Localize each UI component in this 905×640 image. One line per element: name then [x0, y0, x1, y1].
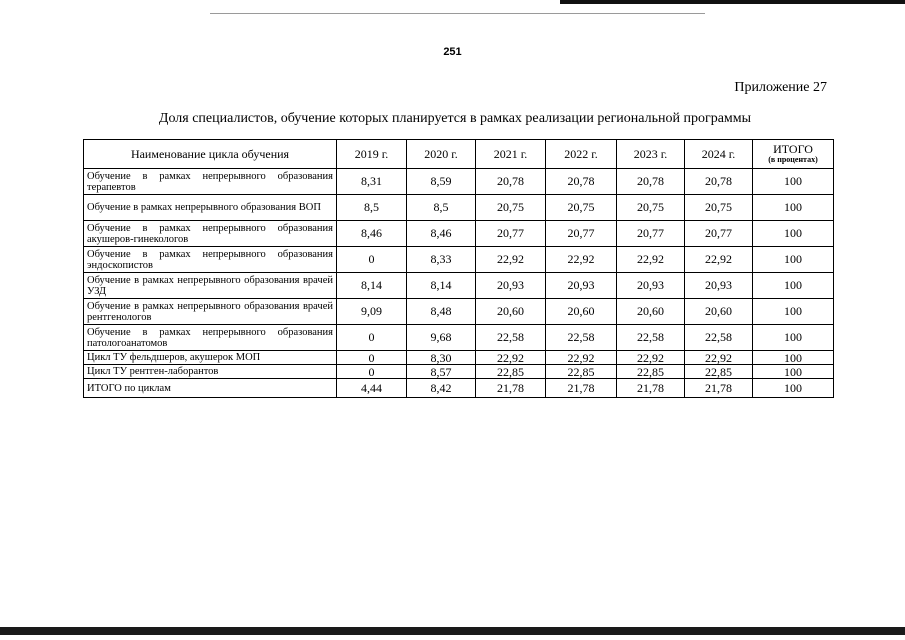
col-header-2024: 2024 г.	[685, 140, 753, 169]
value-cell: 8,14	[337, 273, 407, 299]
col-header-cycle-name: Наименование цикла обучения	[84, 140, 337, 169]
value-cell: 20,93	[685, 273, 753, 299]
cycle-name-cell: Обучение в рамках непрерывного образования терапевтов	[84, 169, 337, 195]
value-cell: 100	[753, 351, 834, 365]
value-cell: 20,78	[546, 169, 617, 195]
value-cell: 20,77	[546, 221, 617, 247]
value-cell: 22,58	[476, 325, 546, 351]
value-cell: 0	[337, 351, 407, 365]
value-cell: 22,92	[476, 351, 546, 365]
value-cell: 22,85	[546, 365, 617, 379]
value-cell: 8,14	[407, 273, 476, 299]
appendix-label: Приложение 27	[734, 80, 827, 95]
cycle-name-cell: Обучение в рамках непрерывного образования патологоанатомов	[84, 325, 337, 351]
value-cell: 100	[753, 195, 834, 221]
value-cell: 100	[753, 221, 834, 247]
document-title: Доля специалистов, обучение которых планируется в рамках реализации региональной программы	[158, 111, 752, 126]
value-cell: 9,68	[407, 325, 476, 351]
col-header-2020: 2020 г.	[407, 140, 476, 169]
value-cell: 21,78	[476, 379, 546, 398]
value-cell: 22,58	[546, 325, 617, 351]
col-header-2022: 2022 г.	[546, 140, 617, 169]
value-cell: 4,44	[337, 379, 407, 398]
value-cell: 21,78	[685, 379, 753, 398]
value-cell: 100	[753, 169, 834, 195]
value-cell: 20,93	[546, 273, 617, 299]
value-cell: 8,33	[407, 247, 476, 273]
value-cell: 8,42	[407, 379, 476, 398]
value-cell: 0	[337, 365, 407, 379]
cycle-name-cell: Цикл ТУ рентген-лаборантов	[84, 365, 337, 379]
table-body	[84, 169, 834, 398]
value-cell: 20,78	[685, 169, 753, 195]
page-number: 251	[443, 46, 462, 58]
col-header-2023: 2023 г.	[617, 140, 685, 169]
cycle-name-cell: Обучение в рамках непрерывного образования эндоскопистов	[84, 247, 337, 273]
value-cell: 100	[753, 325, 834, 351]
value-cell: 8,30	[407, 351, 476, 365]
value-cell: 20,78	[476, 169, 546, 195]
value-cell: 8,5	[337, 195, 407, 221]
value-cell: 20,75	[476, 195, 546, 221]
value-cell: 0	[337, 247, 407, 273]
value-cell: 22,58	[617, 325, 685, 351]
value-cell: 20,93	[617, 273, 685, 299]
value-cell: 20,75	[685, 195, 753, 221]
value-cell: 22,92	[617, 247, 685, 273]
col-header-total	[753, 140, 834, 169]
training-share-table	[83, 139, 834, 398]
value-cell: 20,77	[685, 221, 753, 247]
cycle-name-cell: Обучение в рамках непрерывного образования врачей УЗД	[84, 273, 337, 299]
table-row	[84, 195, 834, 221]
value-cell: 22,92	[476, 247, 546, 273]
bottom-scan-edge	[0, 627, 905, 635]
value-cell: 20,75	[546, 195, 617, 221]
value-cell: 22,58	[685, 325, 753, 351]
table-row	[84, 247, 834, 273]
cycle-name-cell: Обучение в рамках непрерывного образования акушеров-гинекологов	[84, 221, 337, 247]
value-cell: 9,09	[337, 299, 407, 325]
table-row	[84, 325, 834, 351]
cycle-name-cell: Обучение в рамках непрерывного образования ВОП	[84, 195, 337, 221]
value-cell: 20,60	[546, 299, 617, 325]
table-row	[84, 299, 834, 325]
value-cell: 22,92	[685, 247, 753, 273]
value-cell: 21,78	[546, 379, 617, 398]
value-cell: 8,48	[407, 299, 476, 325]
value-cell: 20,77	[476, 221, 546, 247]
col-header-2019: 2019 г.	[337, 140, 407, 169]
value-cell: 20,93	[476, 273, 546, 299]
table-row	[84, 379, 834, 398]
value-cell: 22,85	[476, 365, 546, 379]
value-cell: 8,59	[407, 169, 476, 195]
value-cell: 22,92	[546, 247, 617, 273]
value-cell: 100	[753, 299, 834, 325]
value-cell: 8,46	[407, 221, 476, 247]
table-row	[84, 365, 834, 379]
value-cell: 8,31	[337, 169, 407, 195]
table-header-row	[84, 140, 834, 169]
value-cell: 8,46	[337, 221, 407, 247]
value-cell: 22,85	[617, 365, 685, 379]
value-cell: 8,57	[407, 365, 476, 379]
value-cell: 100	[753, 247, 834, 273]
col-header-total-label: ИТОГО	[773, 142, 813, 156]
value-cell: 22,92	[546, 351, 617, 365]
cycle-name-cell: Обучение в рамках непрерывного образования врачей рентгенологов	[84, 299, 337, 325]
value-cell: 100	[753, 365, 834, 379]
col-header-2021: 2021 г.	[476, 140, 546, 169]
value-cell: 22,92	[617, 351, 685, 365]
table-row	[84, 351, 834, 365]
value-cell: 20,75	[617, 195, 685, 221]
table-row	[84, 169, 834, 195]
value-cell: 20,60	[685, 299, 753, 325]
value-cell: 100	[753, 273, 834, 299]
col-header-total-unit: (в процентах)	[768, 155, 818, 164]
value-cell: 0	[337, 325, 407, 351]
value-cell: 22,92	[685, 351, 753, 365]
cycle-name-cell: ИТОГО по циклам	[84, 379, 337, 398]
value-cell: 21,78	[617, 379, 685, 398]
cycle-name-cell: Цикл ТУ фельдшеров, акушерок МОП	[84, 351, 337, 365]
top-divider-line	[210, 13, 705, 14]
value-cell: 20,60	[476, 299, 546, 325]
table-row	[84, 221, 834, 247]
value-cell: 22,85	[685, 365, 753, 379]
value-cell: 20,77	[617, 221, 685, 247]
table-row	[84, 273, 834, 299]
value-cell: 20,60	[617, 299, 685, 325]
value-cell: 8,5	[407, 195, 476, 221]
top-scan-edge	[560, 0, 905, 4]
value-cell: 100	[753, 379, 834, 398]
value-cell: 20,78	[617, 169, 685, 195]
